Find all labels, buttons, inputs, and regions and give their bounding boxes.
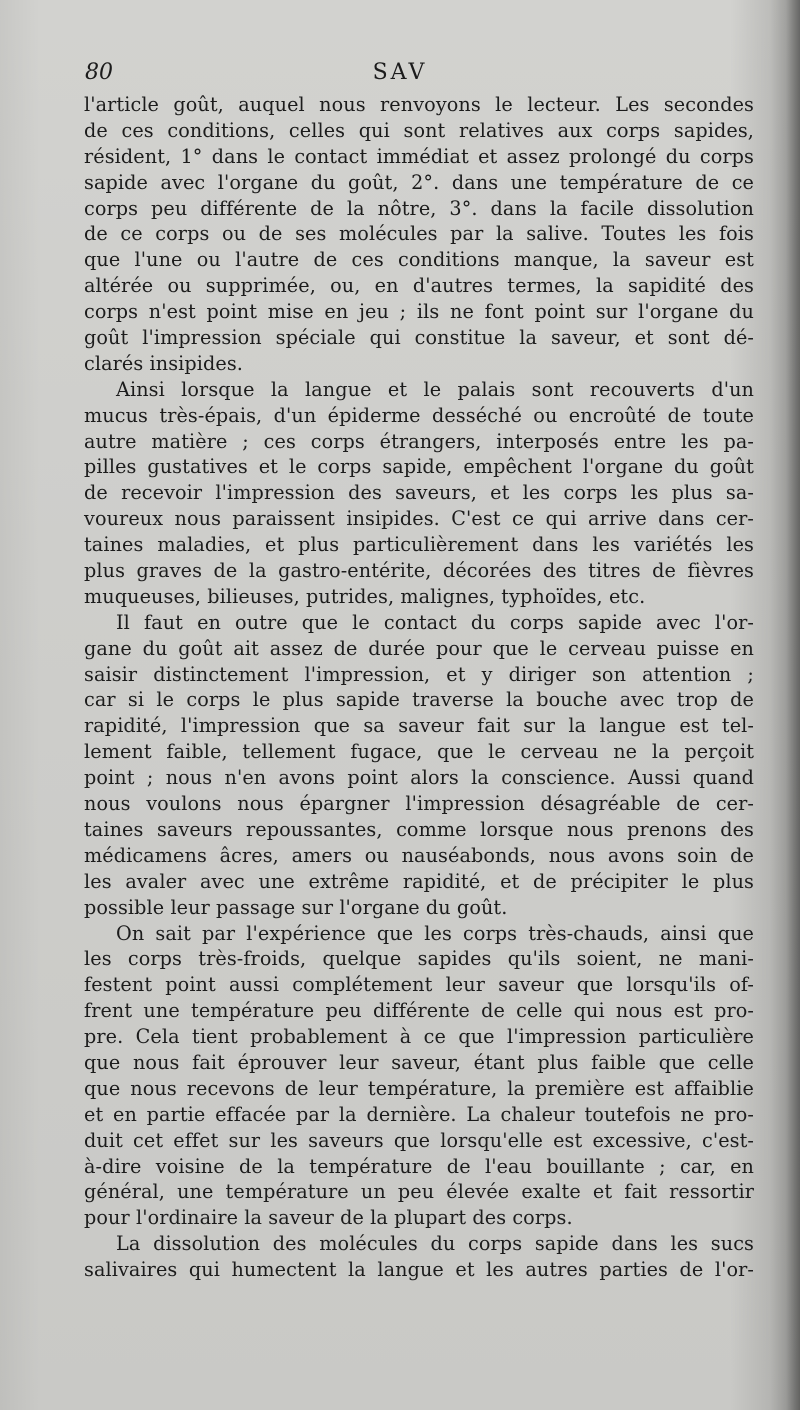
text-line: taines saveurs repoussantes, comme lorsque nous prenons des	[84, 817, 754, 841]
text-line: de ce corps ou de ses molécules par la salive. Toutes les fois	[84, 222, 754, 246]
paragraph-start-line: Il faut en outre que le contact du corps sapide avec l'or-	[116, 610, 754, 634]
text-line: muqueuses, bilieuses, putrides, malignes, typhoïdes, etc.	[84, 584, 646, 608]
text-line: car si le corps le plus sapide traverse la bouche avec trop de	[84, 688, 754, 712]
text-line: de recevoir l'impression des saveurs, et les corps les plus sa-	[84, 481, 754, 505]
text-line: autre matière ; ces corps étrangers, interposés entre les pa-	[84, 429, 754, 453]
text-line: plus graves de la gastro-entérite, décorées des titres de fièvres	[84, 559, 754, 583]
text-line: taines maladies, et plus particulièrement dans les variétés les	[84, 533, 754, 557]
body-text	[84, 92, 754, 1283]
text-line: altérée ou supprimée, ou, en d'autres termes, la sapidité des	[84, 274, 754, 298]
text-line: général, une température un peu élevée exalte et fait ressortir	[84, 1180, 754, 1204]
paragraph-start-line: On sait par l'expérience que les corps très-chauds, ainsi que	[116, 921, 754, 945]
text-line: possible leur passage sur l'organe du goût.	[84, 895, 508, 919]
text-line: point ; nous n'en avons point alors la conscience. Aussi quand	[84, 766, 754, 790]
text-line: lement faible, tellement fugace, que le cerveau ne la perçoit	[84, 740, 754, 764]
text-line: que nous fait éprouver leur saveur, étant plus faible que celle	[84, 1050, 754, 1074]
text-line: à-dire voisine de la température de l'eau bouillante ; car, en	[84, 1154, 754, 1178]
text-line: gane du goût ait assez de durée pour que le cerveau puisse en	[84, 636, 754, 660]
page-number: 80	[85, 60, 113, 85]
text-line: clarés insipides.	[84, 351, 243, 375]
text-line: duit cet effet sur les saveurs que lorsqu'elle est excessive, c'est-	[84, 1128, 754, 1152]
text-line: corps peu différente de la nôtre, 3°. dans la facile dissolution	[84, 196, 754, 220]
paragraph-start-line: La dissolution des molécules du corps sapide dans les sucs	[116, 1232, 754, 1256]
text-line: voureux nous paraissent insipides. C'est ce qui arrive dans cer-	[84, 507, 754, 531]
running-title: SAV	[372, 60, 428, 85]
text-line: nous voulons nous épargner l'impression désagréable de cer-	[84, 792, 754, 816]
text-line: sapide avec l'organe du goût, 2°. dans une température de ce	[84, 170, 754, 194]
text-line: pour l'ordinaire la saveur de la plupart des corps.	[84, 1206, 573, 1230]
text-line: que nous recevons de leur température, la première est affaiblie	[84, 1076, 754, 1100]
text-line: corps n'est point mise en jeu ; ils ne font point sur l'organe du	[84, 300, 754, 324]
text-line: goût l'impression spéciale qui constitue la saveur, et sont dé-	[84, 326, 754, 350]
text-line: les avaler avec une extrême rapidité, et de précipiter le plus	[84, 869, 754, 893]
text-line: que l'une ou l'autre de ces conditions manque, la saveur est	[84, 248, 754, 272]
text-line: résident, 1° dans le contact immédiat et assez prolongé du corps	[84, 144, 754, 168]
text-line: salivaires qui humectent la langue et les autres parties de l'or-	[84, 1258, 754, 1282]
text-line: et en partie effacée par la dernière. La chaleur toutefois ne pro-	[84, 1102, 754, 1126]
text-line: pre. Cela tient probablement à ce que l'impression particulière	[84, 1025, 754, 1049]
paragraph-start-line: Ainsi lorsque la langue et le palais sont recouverts d'un	[116, 377, 754, 401]
text-line: pilles gustatives et le corps sapide, empêchent l'organe du goût	[84, 455, 754, 479]
text-line: mucus très-épais, d'un épiderme desséché ou encroûté de toute	[84, 403, 754, 427]
text-line: festent point aussi complétement leur saveur que lorsqu'ils of-	[84, 973, 754, 997]
text-line: saisir distinctement l'impression, et y diriger son attention ;	[84, 662, 754, 686]
text-line: rapidité, l'impression que sa saveur fait sur la langue est tel-	[84, 714, 754, 738]
text-line: frent une température peu différente de celle qui nous est pro-	[84, 999, 754, 1023]
text-line: les corps très-froids, quelque sapides qu'ils soient, ne mani-	[84, 947, 754, 971]
text-line: l'article goût, auquel nous renvoyons le lecteur. Les secondes	[84, 93, 754, 116]
page-spine-shadow	[786, 0, 800, 1410]
text-line: de ces conditions, celles qui sont relatives aux corps sapides,	[84, 118, 754, 142]
text-line: médicamens âcres, amers ou nauséabonds, nous avons soin de	[84, 843, 754, 867]
